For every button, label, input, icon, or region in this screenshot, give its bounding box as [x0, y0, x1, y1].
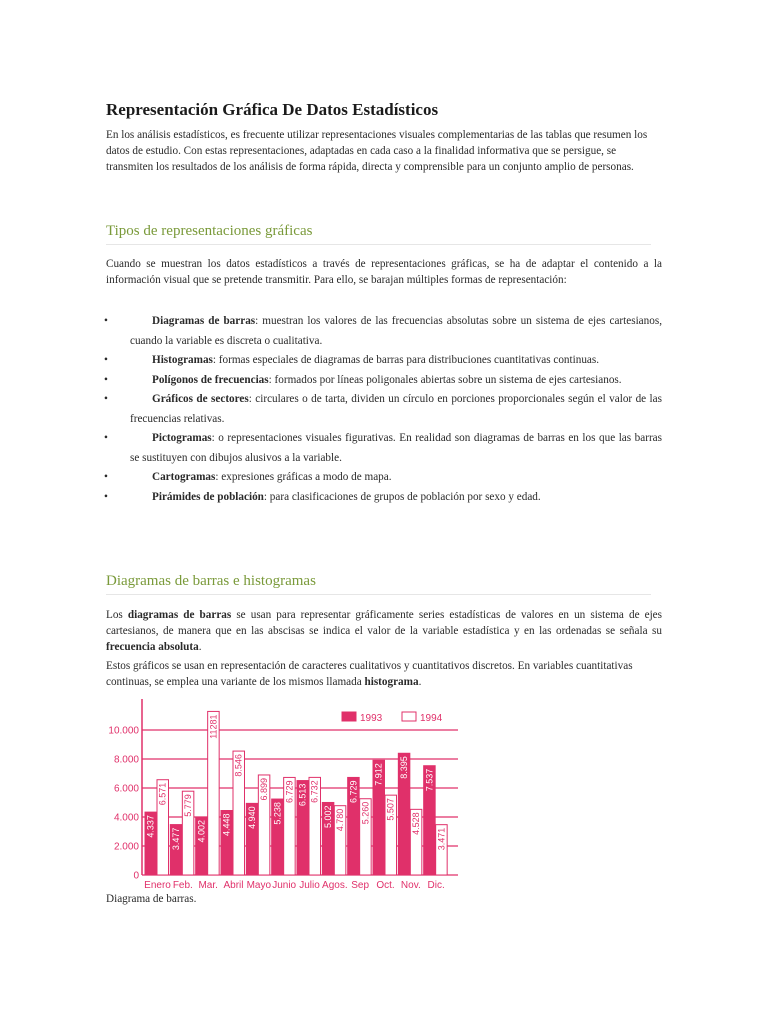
bullet-marker: • — [104, 471, 108, 483]
y-tick-label: 0 — [133, 870, 139, 882]
list-item-term: Pictogramas — [152, 432, 212, 444]
text-run: . — [418, 676, 422, 688]
list-item — [106, 390, 662, 429]
x-tick-label: Abril — [223, 880, 244, 891]
text-run: Los — [106, 609, 128, 621]
list-item-description: : o representaciones visuales figurativas. En realidad son diagramas de barras en los que las barras se sustituyen con dibujos alusivos a la variable. — [130, 432, 662, 464]
list-item-term: Cartogramas — [152, 471, 216, 483]
text-run: se usan para representar gráficamente series estadísticas de valores en un sistema de ejes cartesianos, de manera que en las abscisas se indica el valor de la variable estadística y en las ordenadas se señala su — [106, 609, 662, 637]
legend-label: 1993 — [360, 713, 383, 724]
bar-value-label: 3.471 — [436, 827, 447, 851]
x-tick-label: Julio — [299, 880, 320, 891]
list-item-term: Diagramas de barras — [152, 315, 256, 327]
bar-value-label: 5.779 — [183, 794, 194, 817]
bullet-marker: • — [104, 393, 108, 405]
bullet-marker: • — [104, 432, 108, 444]
list-item — [106, 488, 662, 508]
bar-value-label: 4.528 — [411, 812, 422, 835]
bar-value-label: 8.546 — [233, 754, 244, 777]
y-tick-label: 6.000 — [113, 783, 139, 795]
section2-paragraph-1 — [106, 607, 662, 655]
list-item-term: Pirámides de población — [152, 490, 264, 503]
x-tick-label: Enero — [144, 880, 171, 891]
bold-term-histograma: histograma — [364, 676, 419, 688]
bar-value-label: 7.537 — [424, 768, 435, 792]
bullet-marker: • — [104, 373, 108, 386]
bar-value-label: 5.507 — [385, 798, 396, 821]
list-item-description: : muestran los valores de las frecuencias absolutas sobre un sistema de ejes cartesianos, cuando la variable es discreta o cualitativa. — [130, 315, 662, 347]
text-run: . — [198, 641, 202, 653]
x-tick-label: Feb. — [172, 880, 193, 891]
section2-paragraph-2 — [106, 658, 662, 690]
legend-swatch-1993 — [342, 712, 356, 721]
bold-term-diagramas: diagramas de barras — [127, 609, 232, 621]
bar-value-label: 5.002 — [323, 805, 334, 829]
bar-value-label: 4.002 — [196, 819, 207, 843]
x-tick-label: Sep — [351, 880, 370, 891]
bar-value-label: 4.940 — [247, 806, 258, 829]
list-item-description: : para clasificaciones de grupos de población por sexo y edad. — [263, 490, 541, 503]
bar-value-label: 6.732 — [309, 780, 320, 803]
bar-value-label: 6.899 — [259, 777, 270, 801]
bar-value-label: 4.337 — [145, 815, 156, 838]
legend-label: 1994 — [420, 713, 443, 724]
chart-caption: Diagrama de barras. — [106, 893, 197, 905]
bar-value-label: 6.729 — [284, 780, 295, 803]
x-tick-label: Dic. — [427, 880, 445, 891]
list-item — [106, 468, 662, 488]
bar-value-label: 3.477 — [171, 827, 182, 851]
bold-term-frecuencia: frecuencia absoluta — [106, 641, 199, 653]
page-title: Representación Gráfica De Datos Estadísticos — [106, 100, 439, 119]
x-tick-label: Mayo — [246, 880, 272, 891]
bullet-marker: • — [104, 490, 108, 503]
representation-types-list — [106, 312, 662, 507]
section-heading-diagramas: Diagramas de barras e histogramas — [106, 573, 651, 595]
list-item-description: : formas especiales de diagramas de barras para distribuciones cuantitativas continuas. — [212, 354, 600, 366]
list-item-description: : expresiones gráficas a modo de mapa. — [215, 471, 392, 483]
list-item — [106, 312, 662, 351]
x-tick-label: Nov. — [400, 880, 421, 891]
legend-swatch-1994 — [402, 712, 416, 721]
y-tick-label: 2.000 — [113, 841, 139, 853]
bar-value-label: 8.395 — [399, 756, 410, 779]
list-item — [106, 351, 662, 371]
list-item-term: Gráficos de sectores — [152, 393, 249, 405]
list-item — [106, 429, 662, 468]
bar-value-label: 11281 — [208, 714, 219, 739]
bar-value-label: 6.513 — [297, 783, 308, 807]
y-tick-label: 4.000 — [113, 812, 139, 824]
y-tick-label: 8.000 — [113, 754, 139, 766]
x-tick-label: Oct. — [376, 880, 395, 891]
y-tick-label: 10.000 — [108, 725, 139, 737]
x-tick-label: Mar. — [198, 880, 218, 891]
bar-chart — [106, 697, 458, 893]
x-tick-label: Agos. — [322, 880, 348, 891]
list-item-description: : circulares o de tarta, dividen un círculo en porciones proporcionales según el valor de las frecuencias relativas. — [130, 393, 662, 425]
list-item — [106, 371, 662, 391]
list-item-term: Polígonos de frecuencias — [152, 373, 269, 386]
section-heading-tipos: Tipos de representaciones gráficas — [106, 223, 651, 245]
bar-value-label: 5.260 — [360, 801, 371, 825]
bar-value-label: 5.238 — [272, 802, 283, 825]
list-item-term: Histogramas — [152, 354, 213, 366]
list-item-description: : formados por líneas poligonales abiertas sobre un sistema de ejes cartesianos. — [268, 373, 622, 386]
x-tick-label: Junio — [272, 880, 297, 891]
bullet-marker: • — [104, 315, 108, 327]
bar-value-label: 4.448 — [221, 813, 232, 837]
bar-value-label: 4.780 — [335, 808, 346, 832]
bar-value-label: 6.729 — [348, 780, 359, 803]
text-run: Estos gráficos se usan en representación de caracteres cualitativos y cuantitativos discretos. En variables cuantitativas continuas, se emplea una variante de los mismos llamada — [106, 660, 633, 688]
intro-paragraph: En los análisis estadísticos, es frecuente utilizar representaciones visuales complementarias de las tablas que resumen los datos de estudio. Con estas representaciones, adaptadas en cada caso a la finalidad informativa que se persigue, se transmiten los resultados de los análisis de forma rápida, directa y comprensible para un conjunto amplio de personas. — [106, 129, 648, 173]
bar-value-label: 7.912 — [373, 763, 384, 786]
bullet-marker: • — [104, 354, 108, 366]
bar-value-label: 6.571 — [157, 782, 168, 806]
section1-paragraph: Cuando se muestran los datos estadísticos a través de representaciones gráficas, se ha de adaptar el contenido a la información visual que se pretende transmitir. Para ello, se barajan múltiples formas de representación: — [106, 258, 662, 286]
